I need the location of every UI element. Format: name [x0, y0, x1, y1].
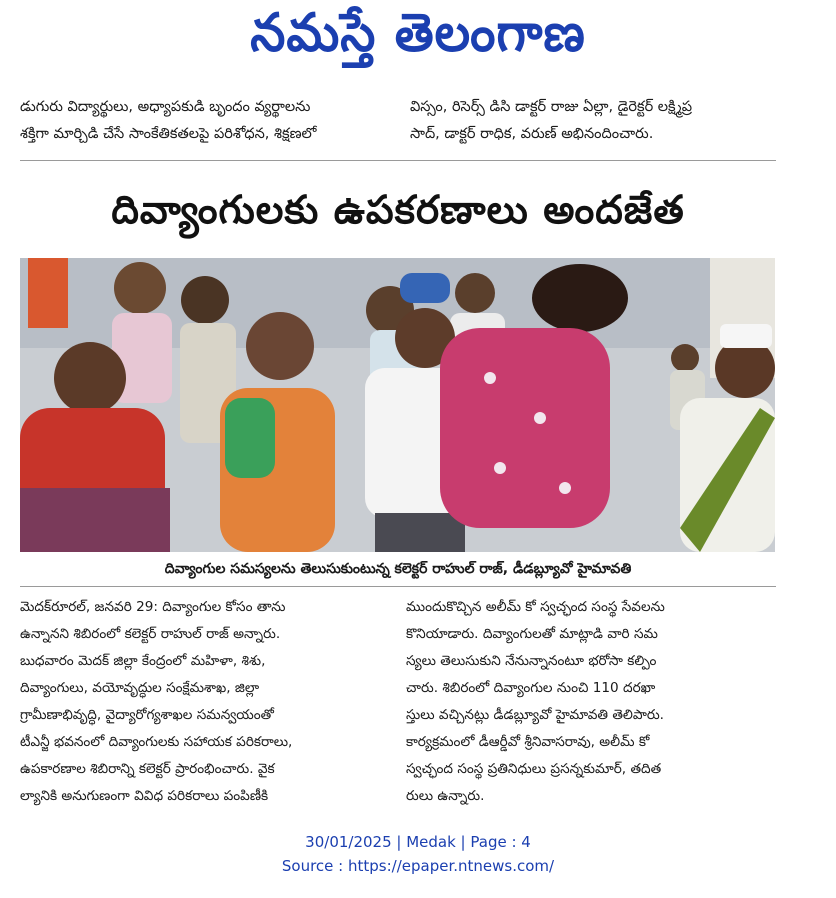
- masthead: [0, 0, 836, 84]
- article-left-column: [20, 594, 390, 824]
- previous-article-right-column: [410, 94, 776, 156]
- text-line: శక్తిగా మార్చిడి చేసే సాంకేతికతలపై పరిశోధన, శిక్షణలో: [20, 126, 317, 142]
- article-line: బుధవారం మెదక్ జిల్లా కేంద్రంలో మహిళా, శిశు,: [20, 653, 266, 669]
- article-line: ఉపకారణాల శిబిరాన్ని కలెక్టర్ ప్రారంభించారు. వైక: [20, 761, 275, 777]
- article-line: స్వచ్ఛంద సంస్థ ప్రతినిధులు ప్రసన్నకుమార్, తదిత: [406, 761, 662, 777]
- newspaper-title: నమస్తే తెలంగాణ: [250, 2, 586, 64]
- article-line: చారు. శిబిరంలో దివ్యాంగుల నుంచి 110 దరఖా: [406, 680, 656, 696]
- article-line: రులు ఉన్నారు.: [406, 788, 485, 804]
- source-link[interactable]: Source : https://epaper.ntnews.com/: [281, 857, 555, 875]
- article-line: దివ్యాంగులు, వయోవృద్ధుల సంక్షేమశాఖ, జిల్లా: [20, 680, 260, 696]
- article-line: స్యలు తెలుసుకుని నేనున్నానంటూ భరోసా కల్పిం: [406, 653, 657, 669]
- article-line: కొనియాడారు. దివ్యాంగులతో మాట్లాడి వారి సమ: [406, 626, 658, 642]
- article-line: మెదక్‌రూరల్, జనవరి 29: దివ్యాంగుల కోసం తాను: [20, 599, 286, 615]
- previous-article-left-column: [20, 94, 392, 156]
- article-body: [20, 594, 776, 824]
- article-right-column: [406, 594, 776, 824]
- text-line: సాద్, డాక్టర్ రాధిక, వరుణ్ అభినందించారు.: [410, 126, 654, 142]
- article-line: స్తులు వచ్చినట్లు డీడబ్ల్యూవో హైమావతి తెలిపారు.: [406, 707, 664, 723]
- caption-divider: [20, 586, 776, 587]
- article-line: ల్యానికి అనుగుణంగా వివిధ పరికరాలు పంపిణీకి: [20, 788, 269, 804]
- edition-info: 30/01/2025 | Medak | Page : 4: [305, 833, 531, 851]
- text-line: విస్సం, రిసెర్స్ డిసి డాక్టర్ రాజు ఏల్లా, డైరెక్టర్ లక్ష్మిప్ర: [410, 99, 693, 115]
- article-line: ముందుకొచ్చిన అలీమ్ కో స్వచ్ఛంద సంస్థ సేవలను: [406, 599, 665, 615]
- article-line: ఉన్నానని శిబిరంలో కలెక్టర్ రాహుల్ రాజ్ అన్నారు.: [20, 626, 281, 642]
- previous-article-tail: [20, 94, 776, 156]
- article-headline: దివ్యాంగులకు ఉపకరణాలు అందజేత: [111, 188, 685, 233]
- article-line: గ్రామీణాభివృద్ధి, వైద్యారోగ్యశాఖల సమన్వయంతో: [20, 707, 274, 723]
- photo-caption: దివ్యాంగుల సమస్యలను తెలుసుకుంటున్న కలెక్టర్ రాహుల్ రాజ్, డీడబ్ల్యూవో హైమావతి: [164, 561, 632, 577]
- text-line: డుగురు విద్యార్థులు, అధ్యాపకుడి బృందం వ్యర్థాలను: [20, 99, 311, 115]
- article-line: టీఎన్జీ భవనంలో దివ్యాంగులకు సహాయక పరికరాలు,: [20, 734, 293, 750]
- page-footer: [0, 830, 836, 878]
- news-photo: [20, 258, 775, 552]
- article-line: కార్యక్రమంలో డీఆర్డీవో శ్రీనివాసరావు, అలీమ్ కో: [406, 734, 650, 750]
- section-divider: [20, 160, 776, 161]
